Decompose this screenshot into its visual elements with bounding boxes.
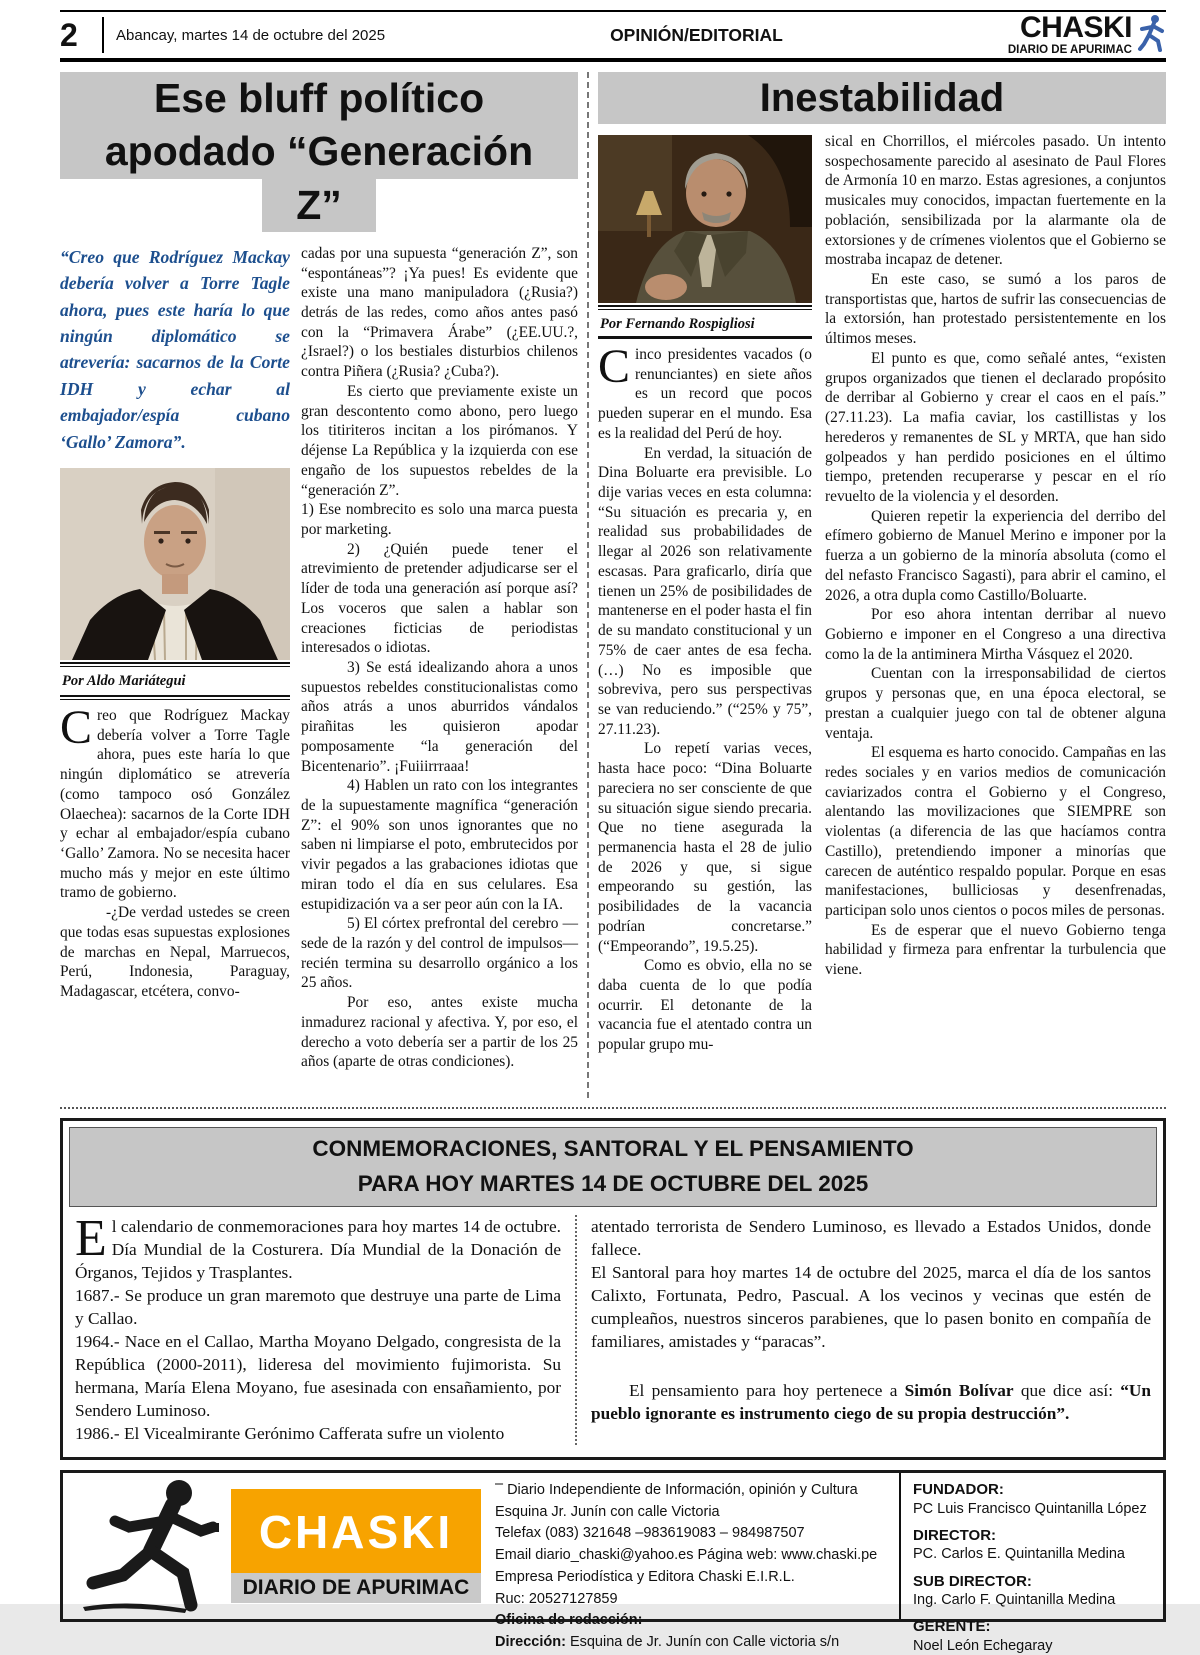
footer-brand-subtitle: DIARIO DE APURIMAC — [231, 1573, 481, 1603]
brand-subtitle: DIARIO DE APURIMAC — [1007, 44, 1132, 57]
masthead-divider — [102, 17, 104, 53]
commemorations-header: CONMEMORACIONES, SANTORAL Y EL PENSAMIENTO PARA HOY MARTES 14 DE OCTUBRE DEL 2025 — [69, 1127, 1157, 1207]
thought-author: Simón Bolívar — [904, 1380, 1014, 1400]
aldo-mariategui-photo — [60, 468, 290, 660]
brand-name: CHASKI — [1019, 11, 1132, 45]
pull-quote: “Creo que Rodríguez Mackay debería volver a Torre Tagle ahora, pues este haría lo que ningún diplomático se atrevería: sacarnos de la Corte IDH y echar al embajador/espía cubano ‘Gallo’ Zamora”. — [60, 246, 290, 452]
staff-subdirector: SUB DIRECTOR: Ing. Carlo F. Quintanilla Medina — [913, 1572, 1116, 1609]
left-article-col2-text: cadas por una supuesta “generación Z”, son “espontáneas”? ¡Ya pues! Es evidente que existe una mano manipuladora (¿Rusia?) detrás de las redes, como años antes pasó con la “Primavera Árabe” (¿EE.UU.?, ¿Israel?) o los bestiales disturbios chilenos contra Piñera (¿Rusia? ¿Cuba?). Es cierto que previamente existe un gran descontento como abono, pero luego los titiriteros incitan a los pirómanos. Y déjense La República y la izquierda con ese engaño de los supuestos rebeldes de la “generación Z”. 1) Ese nombrecito es solo una marca puesta por marketing. 2) ¿Quién puede tener el atrevimiento de pretender adjudicarse ser el líder de toda una generación así porque así? Los voceros que salen a hablar son creaciones ficticias de periodistas interesados o idiotas. 3) Se está idealizando ahora a unos supuestos rebeldes constitucionalistas como años atrás a unos aburridos vándalos pirañitas les quisieron apodar pomposamente “la generación del Bicentenario”. ¡Fuiiirrraaa! 4) Hablen un rato con los integrantes de la supuestamente magnífica “generación Z”: el 90% son unos ignorantes que no saben ni limpiarse el poto, embrutecidos por vivir pegados a las grabaciones idiotas que miran todo el día en sus celulares. Esa estupidización va a ser peor aún con la IA. 5) El córtex prefrontal del cerebro —sede de la razón y del control de impulsos— recién termina su desarrollo orgánico a los 25 años. Por eso, antes existe mucha inmadurez racional y afectiva. Y, por eso, el derecho a voto debería ser a partir de los 25 años (aparte de otras condiciones). — [301, 244, 578, 1071]
edition-date: Abancay, martes 14 de octubre del 2025 — [116, 26, 386, 44]
footer-email-web: Email diario_chaski@yahoo.es Página web: www.chaski.pe — [495, 1547, 878, 1563]
left-article-byline: Por Aldo Mariátegui — [62, 673, 186, 690]
masthead — [60, 10, 1166, 62]
drop-cap: C — [60, 701, 93, 755]
commemorations-col1: El calendario de conmemoraciones para hoy martes 14 de octubre. Día Mundial de la Costurera. Día Mundial de la Donación de Órganos, Tejidos y Trasplantes. 1687.- Se produce un gran maremoto que destruye una parte de Lima y Callao. 1964.- Nace en el Callao, Martha Moyano Delgado, congresista de la República (2000-2011), lideresa del movimiento fujimorista. Su hermana, María Elena Moyano, fue asesinada con ensañamiento, por Sendero Luminoso. 1986.- El Vicealmirante Gerónimo Cafferata sufre un violento — [75, 1215, 577, 1445]
left-article-title: Ese bluff político apodado “Generación Z” — [60, 72, 578, 232]
right-article-col1 — [598, 131, 812, 1055]
footer-staff-list — [899, 1473, 1163, 1655]
article-divider — [587, 72, 589, 1098]
left-article-col1 — [60, 244, 290, 1072]
footer-brand-name: CHASKI — [231, 1489, 481, 1573]
thought-quote: “Un pueblo ignorante es instrumento ciego de su propia destrucción”. — [591, 1380, 1151, 1423]
drop-cap: C — [598, 340, 631, 393]
right-article-col2-text: sical en Chorrillos, el miércoles pasado. Un intento sospechosamente parecido al asesinato de Paul Flores de Armonía 10 en marzo. Estas agresiones, a conjuntos musicales muy conocidos, impactan fuertemente en la población, sensibilizada por la alarmante ola de extorsiones y de crímenes violentos que el Gobierno se mostraba incapaz de detener. En este caso, se sumó a los paros de transportistas que, hartos de sufrir las consecuencias de la extorsión, han protestado persistentemente en los últimos meses. El punto es que, como señalé antes, “existen grupos organizados que tienen el declarado propósito de derribar al Gobierno y crear el caos en el país.” (27.11.23). La mafia caviar, los castillistas y los herederos y remanentes de SL y MRTA, que han sido golpeados y han perdido posiciones en el último tiempo, pretenden recuperarse y pescar en el río revuelto de la violencia y el desorden. Quieren repetir la experiencia del derribo del efímero gobierno de Manuel Merino e imponer por la fuerza a un gobierno de la minoría absoluta (como el del nefasto Francisco Sagasti), para abrir el camino, el 2026, a otra dupla como Castillo/Boluarte. Por eso ahora intentan derribar al nuevo Gobierno e imponer en el Congreso a una directiva como la de la antiminera Mirtha Vásquez el 2020. Cuentan con la irresponsabilidad de ciertos grupos y personas que, en una época electoral, se prestan a cualquier juego con tal de obtener alguna ventaja. El esquema es harto conocido. Campañas en las redes sociales y en varios medios de comunicación caviarizados contra el Gobierno y el Congreso, alentando las movilizaciones que SIEMPRE son violentas (a diferencia de las que hacíamos contra Castillo), pretendiendo imponer a minorías que carecen de auténtico respaldo popular. Porque en esas manifestaciones, bulliciosas y desenfrenadas, participan solo unos cientos o pocos miles de personas. Es de esperar que el nuevo Gobierno tenga habilidad y firmeza para enfrentar la turbulencia que viene. — [825, 133, 1166, 979]
right-article-col1-text: Cinco presidentes vacados (o renunciantes) en siete años es un record que pocos pueden superar en el mundo. Esa es la realidad del Perú de hoy. En verdad, la situación de Dina Boluarte era previsible. Lo dije varias veces en esta columna: “Su situación es precaria y, en realidad sus probabilidades de llegar al 2026 son relativamente escasas. Para graficarlo, diría que tienen un 25% de posibilidades de mantenerse en el poder hasta el fin de su mandato constitucional y un 75% de caer antes de esa fecha. (…) No es imposible que sobreviva, pero sus perspectivas se van reduciendo.” (“25% y 75”, 27.11.23). Lo repetí varias veces, hasta hace poco: “Dina Boluarte pareciera no ser consciente de que su situación sigue siendo precaria. Que no tiene asegurada la permanencia hasta el 28 de julio de 2026 y que, si sigue empeorando su gestión, las posibilidades de la vacancia podrían concretarse.” (“Empeorando”, 19.5.25). Como es obvio, ella no se daba cuenta de lo que podía ocurrir. El detonante de la vacancia fue el atentado contra un popular grupo mu- — [598, 340, 812, 1054]
dash-mark: – — [495, 1475, 504, 1492]
page-number: 2 — [60, 16, 78, 53]
rule — [598, 305, 812, 310]
chaski-runner-icon — [1138, 13, 1166, 58]
footer-address: Dirección: Esquina de Jr. Junín con Calle victoria s/n — [495, 1634, 840, 1650]
staff-director: DIRECTOR: PC. Carlos E. Quintanilla Medina — [913, 1526, 1125, 1563]
articles-row — [60, 72, 1166, 1098]
left-article-col1-text: Creo que Rodríguez Mackay debería volver a Torre Tagle ahora, pues este haría lo que ningún diplomático se atrevería (como tampoco osó González Olaechea): sacarnos de la Corte IDH y echar al embajador/espía cubano ‘Gallo’ Zamora. No se necesita hacer mucho más y mejor en este último tramo de gobierno. -¿De verdad ustedes se creen que todas esas supuestas explosiones de marchas en Nepal, Marruecos, Perú, Indonesia, Paraguay, Madagascar, etcétera, convo- — [60, 701, 290, 1001]
thought-of-the-day: El pensamiento para hoy pertenece a Simón Bolívar que dice así: “Un pueblo ignorante es instrumento ciego de su propia destrucción”. — [591, 1380, 1151, 1423]
footer-logo-block — [63, 1473, 481, 1619]
commemorations-box — [60, 1118, 1166, 1460]
chaski-runner-illustration — [67, 1471, 245, 1620]
rule — [598, 336, 812, 339]
staff-manager: GERENTE: Noel León Echegaray — [913, 1618, 1053, 1655]
rule — [60, 695, 290, 700]
staff-founder: FUNDADOR: PC Luis Francisco Quintanilla López — [913, 1480, 1147, 1517]
drop-cap: E — [75, 1209, 107, 1267]
article-inestabilidad — [598, 72, 1166, 1098]
commemorations-col2: atentado terrorista de Sendero Luminoso, es llevado a Estados Unidos, donde fallece. El Santoral para hoy martes 14 de octubre del 2025, marca el día de los santos Calixto, Fortunata, Pedro, Pascual. A los vecinos y vecinas que estén de cumpleaños, nuestros sinceros parabienes, que lo pasen bonito en compañía de familiares, amistades y “paracas”. El pensamiento para hoy pertenece a Simón Bolívar que dice así: “Un pueblo ignorante es instrumento ciego de su propia destrucción”. — [591, 1216, 1151, 1423]
rule — [60, 662, 290, 667]
dotted-rule — [60, 1107, 1166, 1109]
brand-block — [1008, 13, 1166, 58]
section-title: OPINIÓN/EDITORIAL — [610, 24, 783, 45]
right-article-title: Inestabilidad — [598, 72, 1166, 124]
article-ese-bluff — [60, 72, 578, 1098]
footer-ruc: Ruc: 20527127859 — [495, 1590, 618, 1607]
right-article-byline: Por Fernando Rospigliosi — [600, 316, 755, 332]
footer-office-label: Oficina de redacción: — [495, 1612, 643, 1629]
page-footer — [60, 1470, 1166, 1655]
footer-contact-info: – Diario Independiente de Información, opinión y Cultura Esquina Jr. Junín con calle Victoria Telefax (083) 321648 –983619083 – 984987507 Email diario_chaski@yahoo.es Página web: www.chaski.pe Empresa Periodística y Editora Chaski E.I.R.L. Ruc: 20527127859 Oficina de redacción: Dirección: Esquina de Jr. Junín con Calle victoria s/n — [481, 1473, 899, 1619]
fernando-rospigliosi-photo — [598, 135, 812, 303]
